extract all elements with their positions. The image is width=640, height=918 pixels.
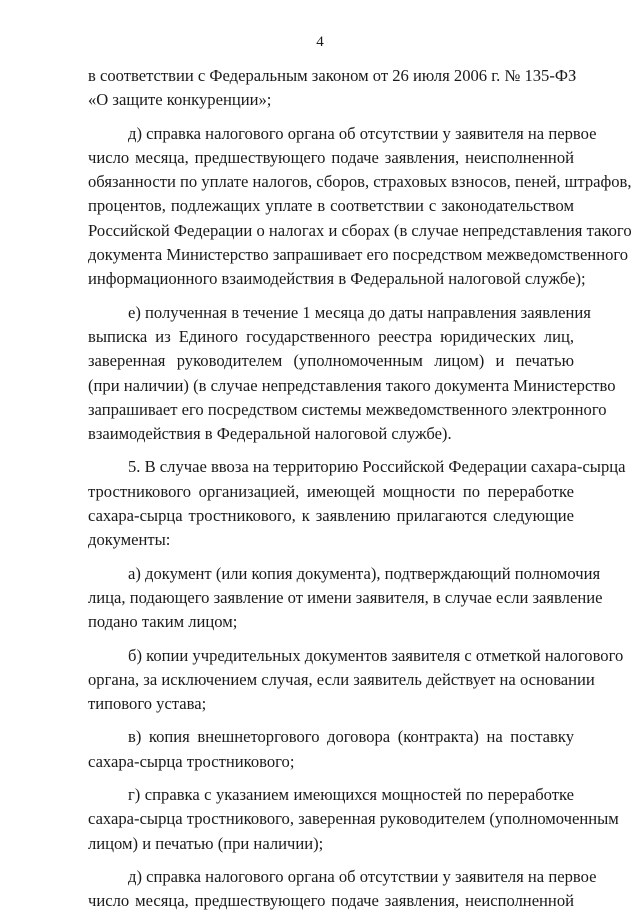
text-line: подано таким лицом; — [88, 612, 238, 632]
text-line: тростникового организацией, имеющей мощности по переработке — [88, 481, 574, 501]
text-line: процентов, подлежащих уплате в соответствии с законодательством — [88, 196, 574, 216]
paragraph-item-b — [88, 644, 624, 717]
text-line: число месяца, предшествующего подаче заявления, неисполненной — [88, 147, 574, 167]
paragraph-item-a — [88, 562, 603, 635]
text-line: документа Министерство запрашивает его посредством межведомственного — [88, 245, 629, 265]
text-line: д) справка налогового органа об отсутствии у заявителя на первое — [128, 866, 597, 886]
text-line: информационного взаимодействия в Федеральной налоговой службе); — [88, 269, 586, 289]
paragraph-item-g — [88, 783, 619, 856]
text-line: обязанности по уплате налогов, сборов, страховых взносов, пеней, штрафов, — [88, 172, 632, 192]
text-line: Российской Федерации о налогах и сборах (в случае непредставления такого — [88, 220, 632, 240]
text-line: «О защите конкуренции»; — [88, 90, 272, 110]
text-line: лицом) и печатью (при наличии); — [88, 833, 324, 853]
text-line: 5. В случае ввоза на территорию Российской Федерации сахара-сырца — [128, 457, 626, 477]
page-number: 4 — [316, 34, 324, 50]
paragraph-item-d2 — [88, 865, 597, 914]
text-line: число месяца, предшествующего подаче заявления, неисполненной — [88, 891, 574, 911]
text-line: сахара-сырца тростникового, к заявлению прилагаются следующие — [88, 506, 574, 526]
text-line: в) копия внешнеторгового договора (контракта) на поставку — [128, 727, 574, 747]
paragraph-item-d — [88, 122, 632, 292]
text-line: запрашивает его посредством системы межведомственного электронного — [88, 399, 607, 419]
text-line: б) копии учредительных документов заявителя с отметкой налогового — [128, 645, 624, 665]
text-line: выписка из Единого государственного реестра юридических лиц, — [88, 326, 574, 346]
text-line: г) справка с указанием имеющихся мощностей по переработке — [128, 785, 574, 805]
text-line: типового устава; — [88, 694, 207, 714]
text-line: а) документ (или копия документа), подтверждающий полномочия — [128, 563, 601, 583]
text-line: заверенная руководителем (уполномоченным лицом) и печатью — [88, 351, 574, 371]
text-line: органа, за исключением случая, если заявитель действует на основании — [88, 669, 595, 689]
paragraph-item-e — [88, 301, 616, 447]
text-line: в соответствии с Федеральным законом от 26 июля 2006 г. № 135-ФЗ — [88, 66, 577, 85]
text-line: сахара-сырца тростникового; — [88, 751, 295, 771]
text-line: сахара-сырца тростникового, заверенная руководителем (уполномоченным — [88, 809, 619, 829]
paragraph-item-v — [88, 725, 574, 774]
paragraph-section-5 — [88, 455, 626, 552]
text-line: (при наличии) (в случае непредставления такого документа Министерство — [88, 375, 616, 395]
text-line: д) справка налогового органа об отсутствии у заявителя на первое — [128, 123, 597, 143]
text-line: е) полученная в течение 1 месяца до даты направления заявления — [128, 302, 591, 322]
document-body — [88, 64, 632, 914]
text-line: документы: — [88, 530, 171, 550]
paragraph-continuation — [88, 64, 577, 113]
text-line: лица, подающего заявление от имени заявителя, в случае если заявление — [88, 587, 603, 607]
text-line: взаимодействия в Федеральной налоговой службе). — [88, 424, 452, 444]
